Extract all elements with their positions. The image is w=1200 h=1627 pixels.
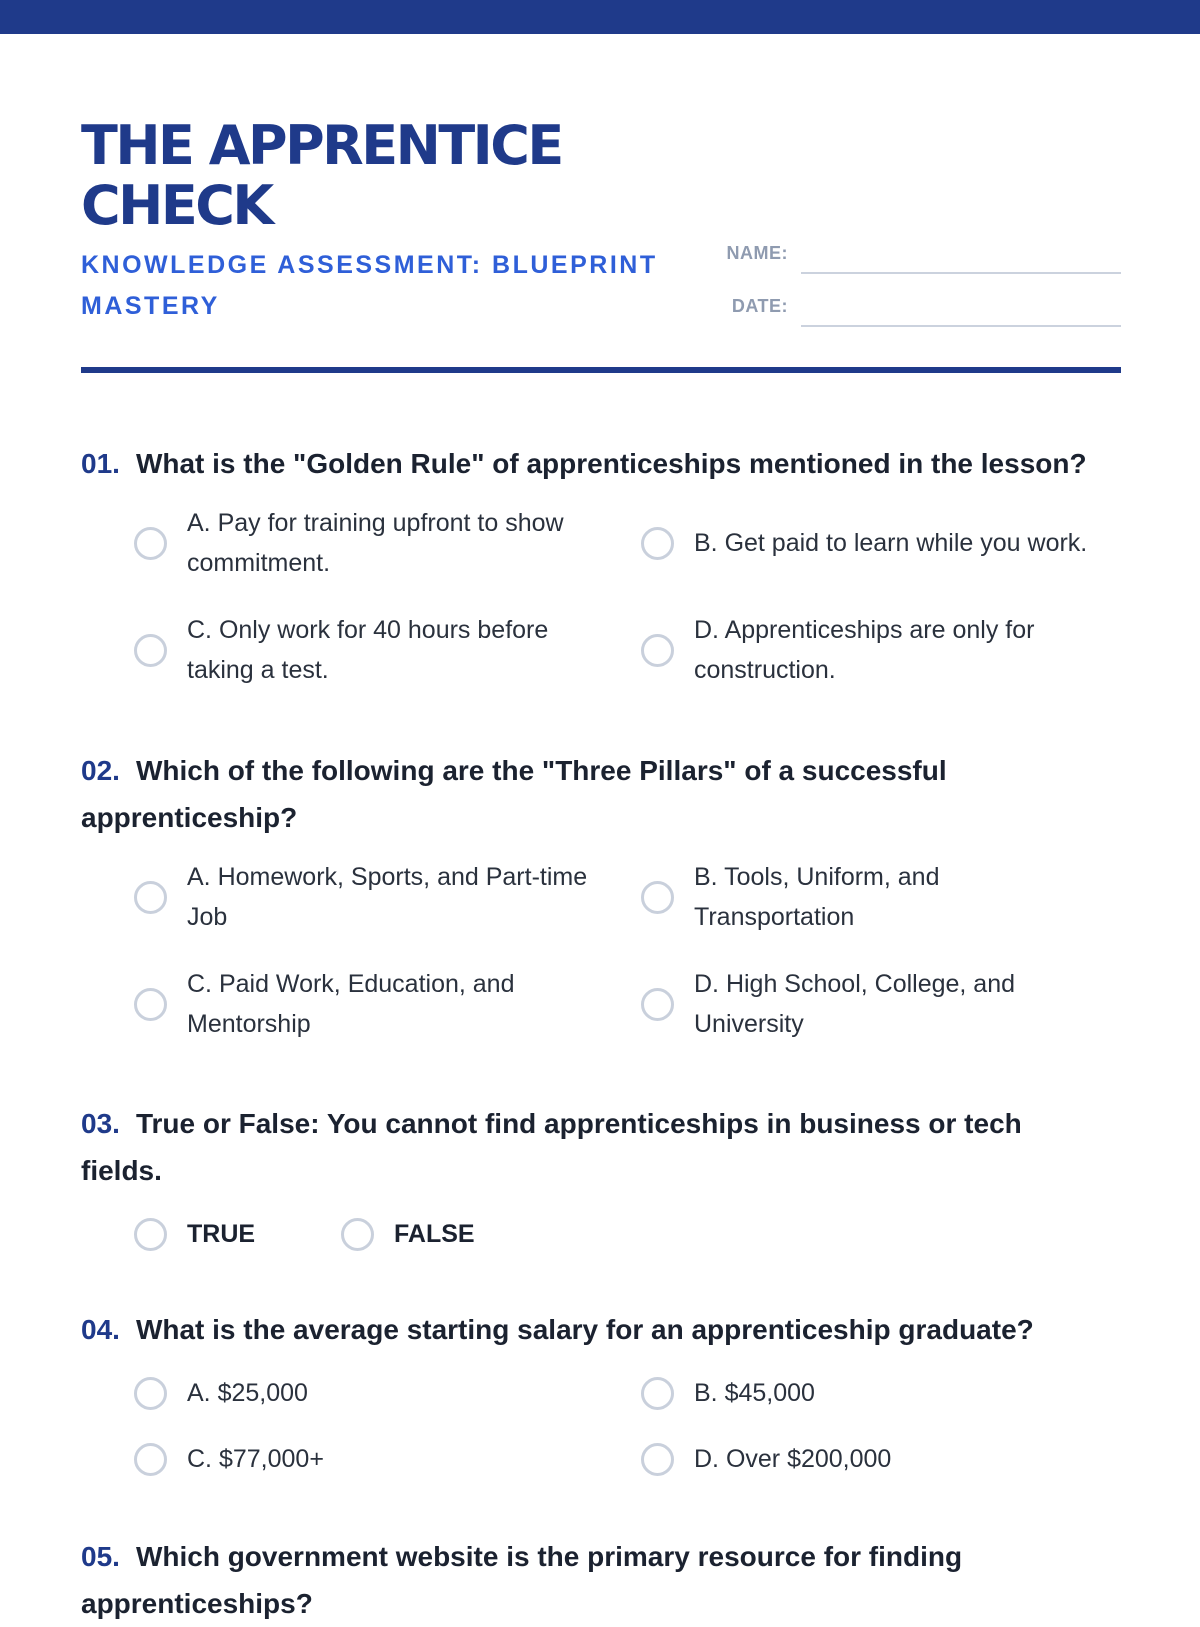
option-b[interactable] [641, 523, 1121, 563]
option-label: C. $77,000+ [187, 1445, 324, 1473]
page-title: THE APPRENTICE CHECK [81, 114, 562, 237]
name-input-line[interactable] [801, 272, 1121, 274]
question-prompt: What is the "Golden Rule" of apprenticeships mentioned in the lesson? [135, 448, 1087, 479]
question-number: 05. [81, 1541, 120, 1572]
option-label: C. Only work for 40 hours before taking a test. [187, 616, 549, 684]
option-label: C. Paid Work, Education, and Mentorship [187, 970, 515, 1038]
option-label: FALSE [394, 1220, 475, 1248]
name-label: NAME: [726, 243, 788, 263]
question-number: 02. [81, 755, 120, 786]
radio-button[interactable] [641, 1377, 674, 1410]
question-05 [81, 1533, 1121, 1627]
radio-button[interactable] [341, 1218, 374, 1251]
radio-button[interactable] [641, 1443, 674, 1476]
option-true[interactable] [134, 1214, 255, 1254]
answer-options [134, 1214, 1121, 1262]
radio-button[interactable] [134, 1443, 167, 1476]
option-label: D. Over $200,000 [694, 1445, 892, 1473]
option-false[interactable] [341, 1214, 475, 1254]
answer-options [134, 503, 1121, 693]
option-c[interactable] [134, 1439, 324, 1479]
question-text [81, 747, 981, 841]
question-number: 04. [81, 1314, 120, 1345]
date-label: DATE: [731, 296, 788, 316]
option-a[interactable] [134, 857, 614, 937]
option-label: B. $45,000 [694, 1379, 815, 1407]
date-input-line[interactable] [801, 325, 1121, 327]
radio-button[interactable] [641, 527, 674, 560]
option-label: D. Apprenticeships are only for construction. [694, 616, 1035, 684]
option-d[interactable] [641, 964, 1041, 1044]
header-divider [81, 367, 1121, 373]
radio-button[interactable] [134, 634, 167, 667]
option-a[interactable] [134, 503, 594, 583]
question-text [81, 1306, 1121, 1353]
option-a[interactable] [134, 1373, 308, 1413]
option-c[interactable] [134, 964, 554, 1044]
radio-button[interactable] [134, 1218, 167, 1251]
answer-options [134, 1373, 1121, 1493]
question-prompt: True or False: You cannot find apprenticeships in business or tech fields. [81, 1108, 1022, 1186]
question-prompt: What is the average starting salary for an apprenticeship graduate? [135, 1314, 1034, 1345]
option-label: A. $25,000 [187, 1379, 308, 1407]
question-number: 03. [81, 1108, 120, 1139]
question-01 [81, 440, 1121, 693]
option-label: D. High School, College, and University [694, 970, 1016, 1038]
question-03 [81, 1100, 1121, 1262]
question-prompt: Which of the following are the "Three Pillars" of a successful apprenticeship? [81, 755, 947, 833]
question-text [81, 440, 1121, 487]
option-label: B. Get paid to learn while you work. [694, 529, 1088, 557]
option-b[interactable] [641, 1373, 815, 1413]
option-label: A. Pay for training upfront to show commitment. [187, 509, 564, 577]
option-label: A. Homework, Sports, and Part-time Job [187, 863, 588, 931]
question-text [81, 1100, 1061, 1194]
page-subtitle: KNOWLEDGE ASSESSMENT: BLUEPRINT MASTERY [81, 251, 658, 320]
question-number: 01. [81, 448, 120, 479]
radio-button[interactable] [134, 881, 167, 914]
option-label: B. Tools, Uniform, and Transportation [694, 863, 940, 931]
answer-options [134, 857, 1121, 1047]
question-text [81, 1533, 1041, 1627]
option-c[interactable] [134, 610, 594, 690]
question-02 [81, 747, 1121, 1047]
option-d[interactable] [641, 1439, 891, 1479]
question-04 [81, 1306, 1121, 1493]
student-info-fields [701, 235, 1121, 341]
radio-button[interactable] [641, 881, 674, 914]
option-label: TRUE [187, 1220, 256, 1248]
option-b[interactable] [641, 857, 981, 937]
radio-button[interactable] [641, 988, 674, 1021]
question-prompt: Which government website is the primary resource for finding apprenticeships? [81, 1541, 963, 1619]
name-field-row [701, 235, 1121, 288]
option-d[interactable] [641, 610, 1061, 690]
date-field-row [701, 288, 1121, 341]
radio-button[interactable] [134, 527, 167, 560]
top-accent-bar [0, 0, 1200, 34]
radio-button[interactable] [134, 1377, 167, 1410]
radio-button[interactable] [134, 988, 167, 1021]
radio-button[interactable] [641, 634, 674, 667]
